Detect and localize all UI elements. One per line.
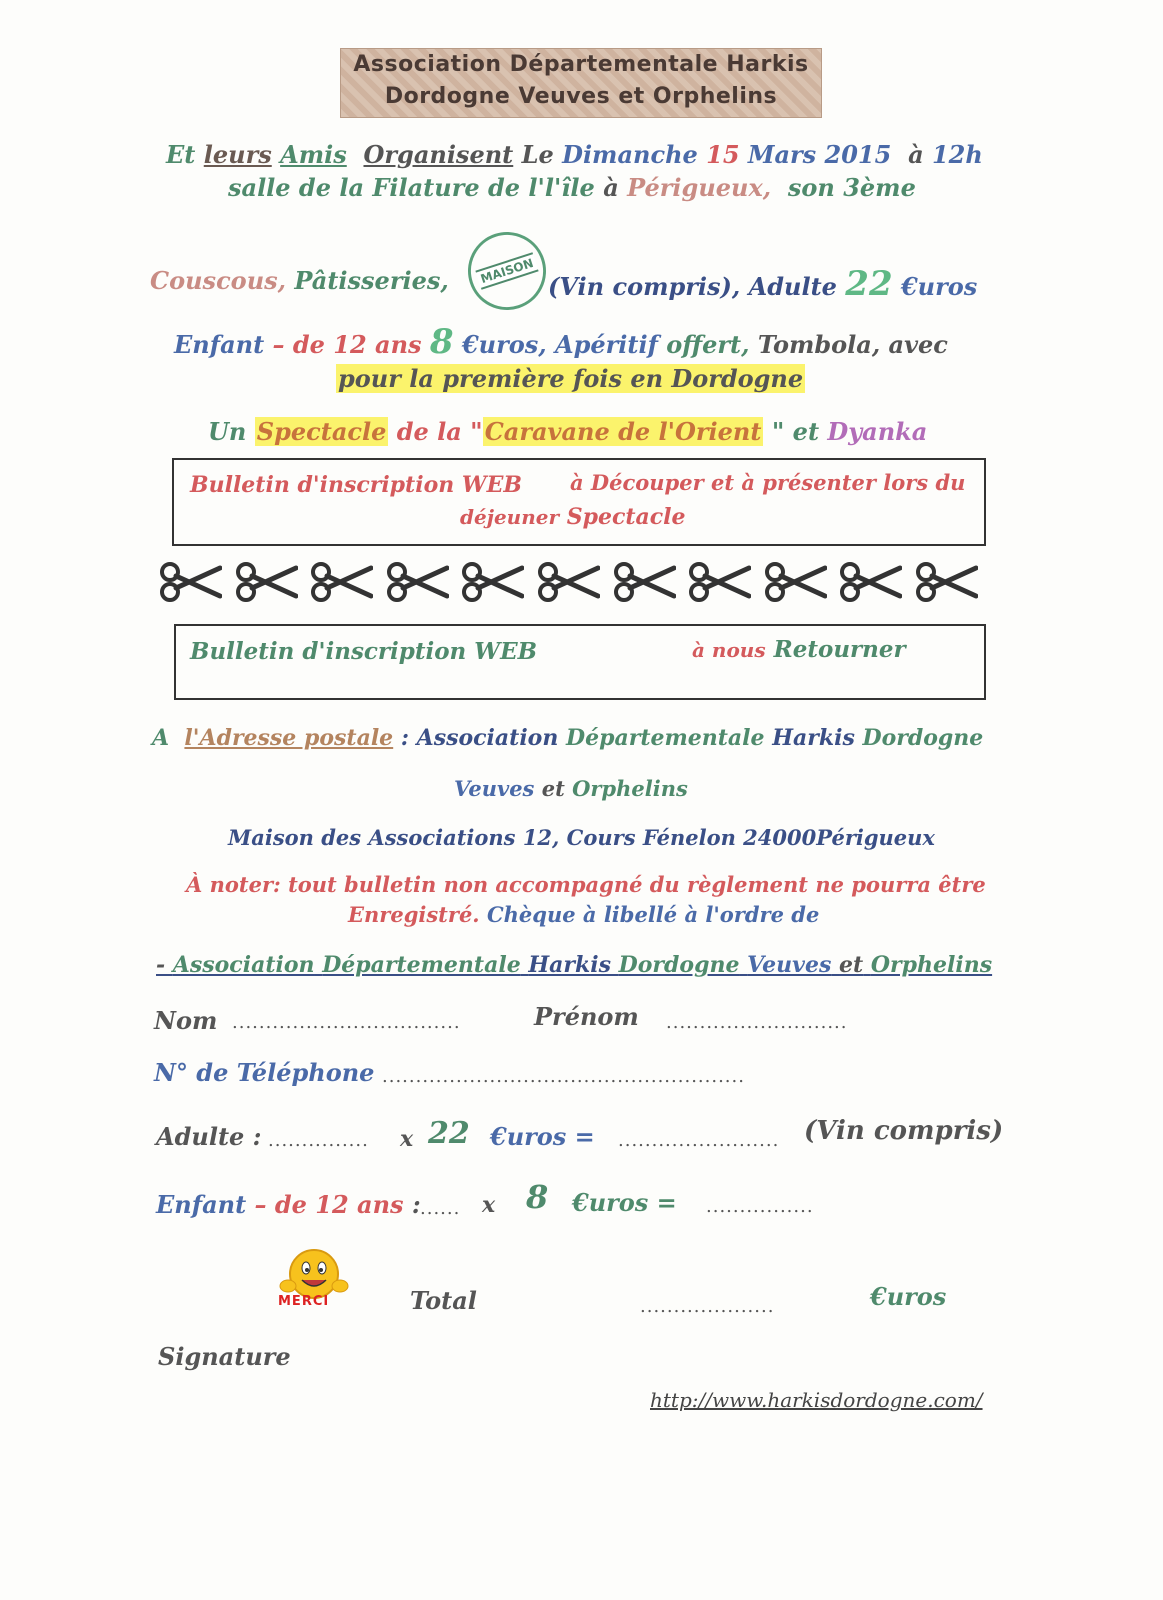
form-child-price: 8 [526,1178,549,1216]
form-euros-total: €uros [870,1282,947,1311]
notice-line1: À noter: tout bulletin non accompagné du règlement ne pourra être [186,872,986,897]
form-euros-eq1: €uros = [490,1122,595,1151]
address-veuves: Veuves [454,776,535,801]
address-label: l'Adresse postale [184,725,394,751]
box1-decouper: à Découper et à présenter lors du [570,470,966,495]
menu-un: Un [208,417,247,446]
merci-text: MERCI [278,1294,330,1309]
menu-moins12: de 12 ans [292,330,422,359]
menu-line2 [174,322,948,362]
scissors-icon [460,560,524,604]
menu-dela: de la " [396,417,483,446]
menu-vin: (Vin compris), Adulte [548,272,837,301]
address-dep: Départementale [566,725,765,751]
form-total-field[interactable]: .................... [640,1296,775,1317]
form-enfant-dash: – [254,1190,267,1219]
address-harkis: Harkis [772,725,855,751]
menu-line3 [336,364,805,393]
notice-enregistre: Enregistré. [348,902,480,927]
box1-line2 [460,504,686,530]
form-x2: x [482,1192,496,1218]
address-line2 [454,776,688,801]
box2-bulletin: Bulletin d'inscription WEB [190,638,538,665]
menu-couscous: Couscous, [150,266,287,295]
payee-line [156,952,992,978]
form-prenom-label: Prénom [534,1002,639,1031]
box1-spectacle: Spectacle [566,504,686,530]
header-line1: Association Départementale Harkis [353,52,809,77]
intro-day: 15 [706,140,740,169]
form-adult-price: 22 [428,1116,470,1151]
intro-line2 [228,173,916,202]
merci-smiley-icon [268,1246,360,1318]
stamp-text: MAISON [475,252,539,290]
form-enfant-moins12: de 12 ans [274,1190,404,1219]
scissors-icon [536,560,600,604]
form-tel-field[interactable]: ...................................................... [382,1066,745,1087]
website-link[interactable]: http://www.harkisdordogne.com/ [650,1388,983,1412]
box2-retourner: Retourner [773,636,906,663]
scissors-icon [914,560,978,604]
intro-city: Périgueux, [627,173,772,202]
menu-child-price: 8 [429,322,454,362]
address-colon: : [393,725,417,751]
form-enfant-colon: : [411,1190,421,1219]
payee-assoc: Association [172,952,315,978]
menu-patisseries: Pâtisseries, [294,266,449,295]
payee-harkis: Harkis [528,952,611,978]
menu-enfant: Enfant [174,330,265,359]
scissors-icon [687,560,751,604]
payee-veuves: Veuves [747,952,832,978]
box2-right [692,636,906,663]
form-prenom-field[interactable]: ........................... [666,1012,848,1033]
form-signature-label: Signature [158,1342,291,1371]
menu-line4 [208,417,927,446]
scissors-icon [309,560,373,604]
notice-line2 [348,902,819,927]
intro-salle: salle de la Filature de l'l'île [228,173,595,202]
form-adulte-qty-field[interactable]: ............... [268,1130,369,1151]
intro-a: à [908,140,924,169]
header-line2: Dordogne Veuves et Orphelins [384,84,778,109]
fabrication-maison-stamp-icon [458,222,556,320]
scissors-cut-line [158,560,978,606]
menu-spectacle: Spectacle [256,417,387,446]
payee-dep: Départementale [322,952,521,978]
menu-euros1: €uros [900,272,978,301]
scissors-icon [763,560,827,604]
form-enfant-qty-field[interactable]: ...... [420,1198,461,1219]
bulletin-box-cut [172,458,986,546]
notice-cheque: Chèque à libellé à l'ordre de [486,902,820,927]
intro-le: Le [521,140,554,169]
scissors-icon [158,560,222,604]
payee-dordogne: Dordogne [618,952,740,978]
header-banner [340,48,822,118]
menu-adult-price: 22 [845,264,893,304]
intro-organisent: Organisent [363,140,514,169]
form-enfant-label: Enfant [156,1190,247,1219]
intro-et: Et [166,140,196,169]
intro-amis: Amis [280,140,347,169]
menu-premiere: pour la première fois en Dordogne [338,364,804,393]
address-assoc: Association [416,725,559,751]
address-line1 [152,725,983,751]
address-a: A [152,725,170,751]
form-enfant-total-field[interactable]: ................ [706,1196,814,1217]
scissors-icon [385,560,449,604]
payee-et: et [839,952,864,978]
intro-line1 [166,140,983,169]
form-nom-field[interactable]: .................................. [232,1012,461,1033]
menu-dyanka: Dyanka [827,417,928,446]
intro-dimanche: Dimanche [562,140,698,169]
box2-a-nous: à nous [692,638,766,662]
form-total-label: Total [410,1286,477,1315]
form-adulte-label: Adulte : [156,1122,262,1151]
menu-euros2: €uros, Apéritif [461,330,658,359]
form-euros-eq2: €uros = [572,1188,677,1217]
form-enfant-line [156,1190,421,1219]
intro-time: 12h [931,140,983,169]
intro-leurs: leurs [203,140,272,169]
box1-dejeuner: déjeuner [460,505,560,529]
form-tel-label: N° de Téléphone [154,1058,375,1087]
bulletin-box-return [174,624,986,700]
address-maison: Maison des Associations 12, Cours Fénelon 24000Périgueux [228,825,935,850]
menu-offert: offert, [666,330,750,359]
payee-orphelins: Orphelins [870,952,993,978]
scissors-icon [612,560,676,604]
scissors-icon [234,560,298,604]
intro-son: son 3ème [787,173,916,202]
menu-et: " et [771,417,820,446]
address-orphelins: Orphelins [572,776,688,801]
menu-line1b [548,264,977,304]
menu-line1 [150,266,449,295]
form-adulte-total-field[interactable]: ........................ [618,1130,780,1151]
form-x1: x [400,1126,414,1152]
menu-tombola: Tombola, avec [757,330,948,359]
address-dordogne: Dordogne [862,725,984,751]
payee-dash: - [156,952,173,978]
box1-bulletin: Bulletin d'inscription WEB [190,472,522,498]
intro-a2: à [603,173,619,202]
form-nom-label: Nom [154,1006,218,1035]
intro-month-year: Mars 2015 [747,140,892,169]
form-vin: (Vin compris) [804,1116,1004,1146]
menu-caravane: Caravane de l'Orient [484,417,762,446]
scissors-icon [838,560,902,604]
menu-dash: – [272,330,285,359]
address-et: et [541,776,565,801]
